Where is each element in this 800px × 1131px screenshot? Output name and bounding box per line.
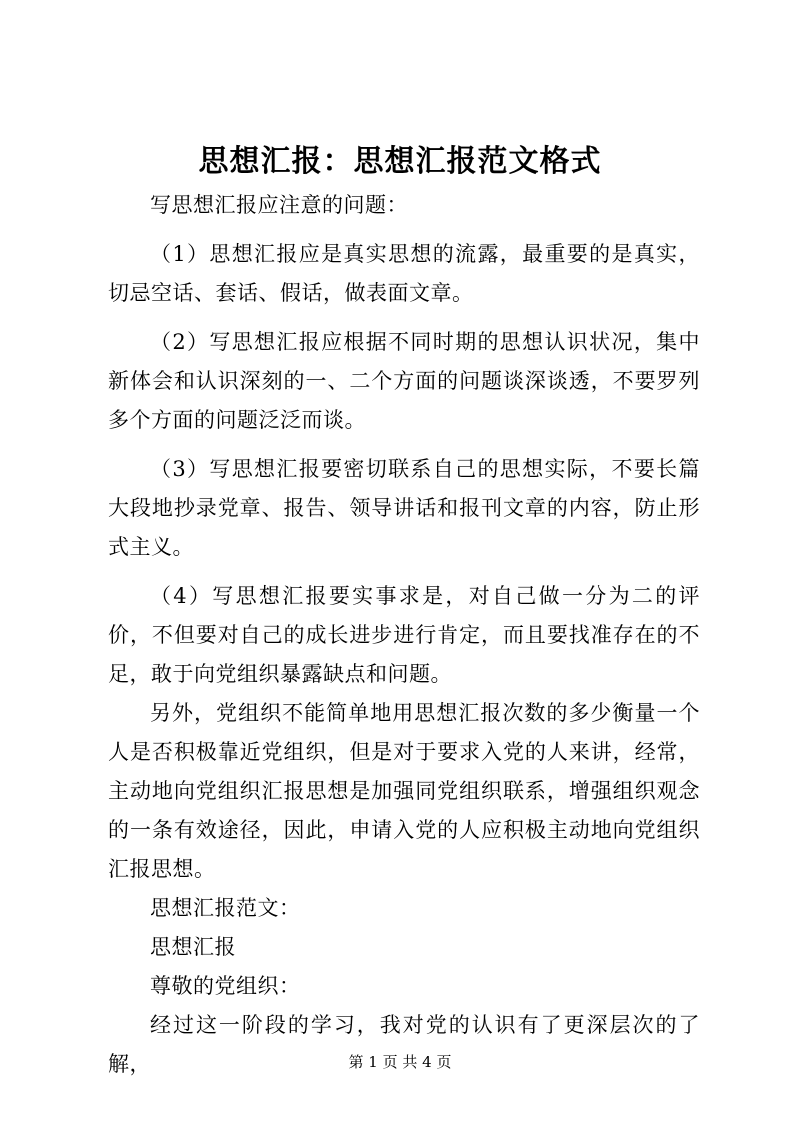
- paragraph-point-1: （1）思想汇报应是真实思想的流露，最重要的是真实，切忌空话、套话、假话，做表面文章。: [108, 242, 700, 305]
- paragraph-additional: 另外，党组织不能简单地用思想汇报次数的多少衡量一个人是否积极靠近党组织，但是对于要求入党的人来讲，经常，主动地向党组织汇报思想是加强同党组织联系，增强组织观念的一条有效途径，因此，申请入党的人应积极主动地向党组织汇报思想。: [108, 701, 700, 881]
- page-number-footer: 第 1 页 共 4 页: [348, 1053, 452, 1071]
- paragraph-body-start: 经过这一阶段的学习，我对党的认识有了更深层次的了解，: [108, 1013, 700, 1076]
- paragraph-sample-heading: 思想汇报范文：: [150, 896, 301, 920]
- paragraph-intro: 写思想汇报应注意的问题：: [150, 193, 408, 217]
- document-body: [108, 186, 700, 1084]
- document-title: 思想汇报：思想汇报范文格式: [198, 144, 602, 179]
- paragraph-point-3: （3）写思想汇报要密切联系自己的思想实际，不要长篇大段地抄录党章、报告、领导讲话和报刊文章的内容，防止形式主义。: [108, 457, 700, 559]
- paragraph-salutation: 尊敬的党组织：: [150, 974, 301, 998]
- paragraph-point-2: （2）写思想汇报应根据不同时期的思想认识状况，集中新体会和认识深刻的一、二个方面的问题谈深谈透，不要罗列多个方面的问题泛泛而谈。: [108, 330, 700, 432]
- paragraph-point-4: （4）写思想汇报要实事求是，对自己做一分为二的评价，不但要对自己的成长进步进行肯定，而且要找准存在的不足，敢于向党组织暴露缺点和问题。: [108, 584, 700, 686]
- paragraph-sample-title: 思想汇报: [150, 935, 236, 959]
